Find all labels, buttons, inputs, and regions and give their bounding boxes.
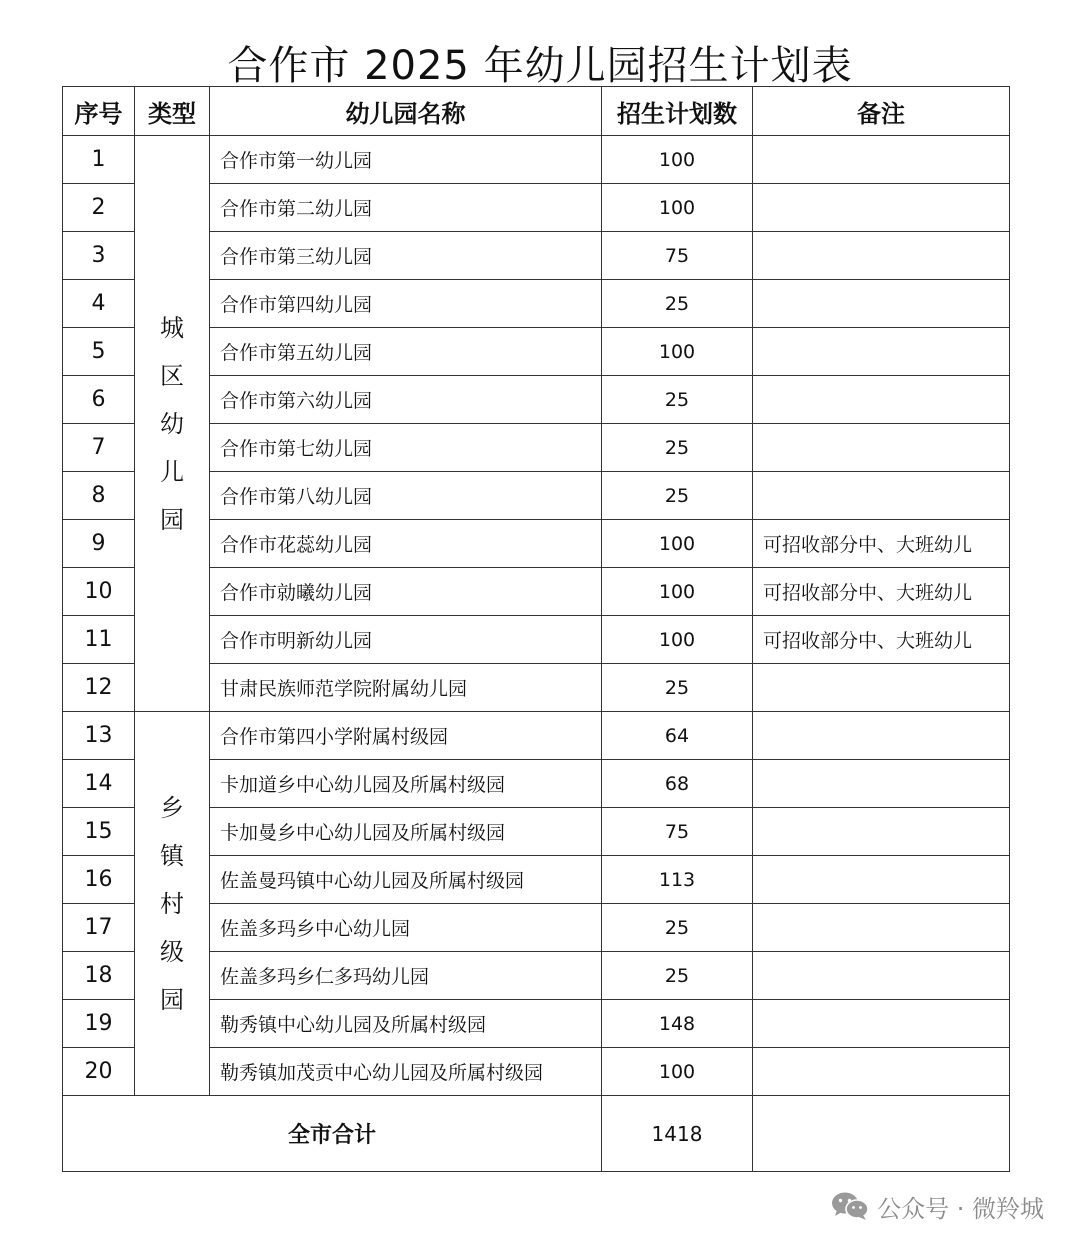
table-header-row xyxy=(63,87,1010,136)
row-seq: 9 xyxy=(63,520,135,568)
row-seq: 12 xyxy=(63,664,135,712)
enrollment-plan: 25 xyxy=(602,376,753,424)
type-label-char: 乡 xyxy=(160,793,184,822)
row-seq: 20 xyxy=(63,1048,135,1096)
type-label-char: 级 xyxy=(160,937,184,966)
enrollment-plan: 68 xyxy=(602,760,753,808)
row-seq: 16 xyxy=(63,856,135,904)
enrollment-plan: 100 xyxy=(602,616,753,664)
kindergarten-name: 合作市第一幼儿园 xyxy=(210,136,602,184)
row-seq: 11 xyxy=(63,616,135,664)
type-label-char: 园 xyxy=(160,505,184,534)
kindergarten-name: 合作市明新幼儿园 xyxy=(210,616,602,664)
enrollment-plan: 113 xyxy=(602,856,753,904)
total-label: 全市合计 xyxy=(63,1096,602,1172)
enrollment-plan: 25 xyxy=(602,904,753,952)
remark xyxy=(753,760,1010,808)
enrollment-plan: 148 xyxy=(602,1000,753,1048)
kindergarten-name: 合作市第六幼儿园 xyxy=(210,376,602,424)
kindergarten-name: 卡加道乡中心幼儿园及所属村级园 xyxy=(210,760,602,808)
row-seq: 1 xyxy=(63,136,135,184)
type-label xyxy=(135,712,210,1096)
remark xyxy=(753,1000,1010,1048)
kindergarten-name: 勒秀镇加茂贡中心幼儿园及所属村级园 xyxy=(210,1048,602,1096)
type-label xyxy=(135,136,210,712)
enrollment-plan-table xyxy=(62,86,1010,1172)
remark xyxy=(753,808,1010,856)
remark xyxy=(753,664,1010,712)
type-label-char: 幼 xyxy=(160,409,184,438)
kindergarten-name: 合作市花蕊幼儿园 xyxy=(210,520,602,568)
header-plan: 招生计划数 xyxy=(602,87,753,136)
table-body xyxy=(63,136,1010,1172)
kindergarten-name: 卡加曼乡中心幼儿园及所属村级园 xyxy=(210,808,602,856)
header-seq: 序号 xyxy=(63,87,135,136)
row-seq: 5 xyxy=(63,328,135,376)
row-seq: 3 xyxy=(63,232,135,280)
page-title: 合作市 2025 年幼儿园招生计划表 xyxy=(227,43,853,89)
enrollment-plan: 100 xyxy=(602,136,753,184)
remark xyxy=(753,712,1010,760)
enrollment-plan: 25 xyxy=(602,952,753,1000)
enrollment-plan: 75 xyxy=(602,232,753,280)
remark xyxy=(753,904,1010,952)
total-plan: 1418 xyxy=(602,1096,753,1172)
header-type: 类型 xyxy=(135,87,210,136)
watermark-text: 公众号 · 微羚城 xyxy=(877,1194,1044,1223)
kindergarten-name: 甘肃民族师范学院附属幼儿园 xyxy=(210,664,602,712)
total-row xyxy=(63,1096,1010,1172)
remark: 可招收部分中、大班幼儿 xyxy=(753,568,1010,616)
kindergarten-name: 合作市第五幼儿园 xyxy=(210,328,602,376)
header-note: 备注 xyxy=(753,87,1010,136)
remark xyxy=(753,376,1010,424)
row-seq: 6 xyxy=(63,376,135,424)
remark xyxy=(753,952,1010,1000)
kindergarten-name: 合作市勍曦幼儿园 xyxy=(210,568,602,616)
row-seq: 7 xyxy=(63,424,135,472)
row-seq: 19 xyxy=(63,1000,135,1048)
remark: 可招收部分中、大班幼儿 xyxy=(753,520,1010,568)
wechat-icon xyxy=(831,1191,869,1221)
kindergarten-name: 合作市第二幼儿园 xyxy=(210,184,602,232)
row-seq: 18 xyxy=(63,952,135,1000)
remark xyxy=(753,424,1010,472)
remark xyxy=(753,136,1010,184)
row-seq: 14 xyxy=(63,760,135,808)
enrollment-plan: 64 xyxy=(602,712,753,760)
enrollment-plan: 100 xyxy=(602,520,753,568)
enrollment-plan: 25 xyxy=(602,424,753,472)
kindergarten-name: 合作市第四小学附属村级园 xyxy=(210,712,602,760)
remark xyxy=(753,184,1010,232)
type-label-char: 村 xyxy=(160,889,184,918)
kindergarten-name: 勒秀镇中心幼儿园及所属村级园 xyxy=(210,1000,602,1048)
kindergarten-name: 合作市第三幼儿园 xyxy=(210,232,602,280)
type-label-char: 园 xyxy=(160,985,184,1014)
kindergarten-name: 佐盖多玛乡仁多玛幼儿园 xyxy=(210,952,602,1000)
enrollment-plan: 100 xyxy=(602,568,753,616)
kindergarten-name: 合作市第八幼儿园 xyxy=(210,472,602,520)
watermark xyxy=(831,1188,1044,1224)
total-remark xyxy=(753,1096,1010,1172)
remark xyxy=(753,280,1010,328)
table-row xyxy=(63,136,1010,184)
remark xyxy=(753,472,1010,520)
remark: 可招收部分中、大班幼儿 xyxy=(753,616,1010,664)
kindergarten-name: 佐盖曼玛镇中心幼儿园及所属村级园 xyxy=(210,856,602,904)
table-row xyxy=(63,712,1010,760)
enrollment-plan: 25 xyxy=(602,472,753,520)
type-label-char: 儿 xyxy=(160,457,184,486)
remark xyxy=(753,856,1010,904)
type-label-char: 镇 xyxy=(160,841,184,870)
enrollment-plan: 100 xyxy=(602,1048,753,1096)
header-name: 幼儿园名称 xyxy=(210,87,602,136)
type-label-char: 城 xyxy=(160,313,184,342)
kindergarten-name: 佐盖多玛乡中心幼儿园 xyxy=(210,904,602,952)
row-seq: 2 xyxy=(63,184,135,232)
row-seq: 15 xyxy=(63,808,135,856)
remark xyxy=(753,1048,1010,1096)
enrollment-plan: 100 xyxy=(602,184,753,232)
row-seq: 13 xyxy=(63,712,135,760)
row-seq: 17 xyxy=(63,904,135,952)
row-seq: 4 xyxy=(63,280,135,328)
kindergarten-name: 合作市第四幼儿园 xyxy=(210,280,602,328)
enrollment-plan: 100 xyxy=(602,328,753,376)
enrollment-plan: 25 xyxy=(602,280,753,328)
kindergarten-name: 合作市第七幼儿园 xyxy=(210,424,602,472)
type-label-char: 区 xyxy=(160,361,184,390)
row-seq: 8 xyxy=(63,472,135,520)
remark xyxy=(753,232,1010,280)
remark xyxy=(753,328,1010,376)
enrollment-plan: 25 xyxy=(602,664,753,712)
enrollment-plan: 75 xyxy=(602,808,753,856)
row-seq: 10 xyxy=(63,568,135,616)
